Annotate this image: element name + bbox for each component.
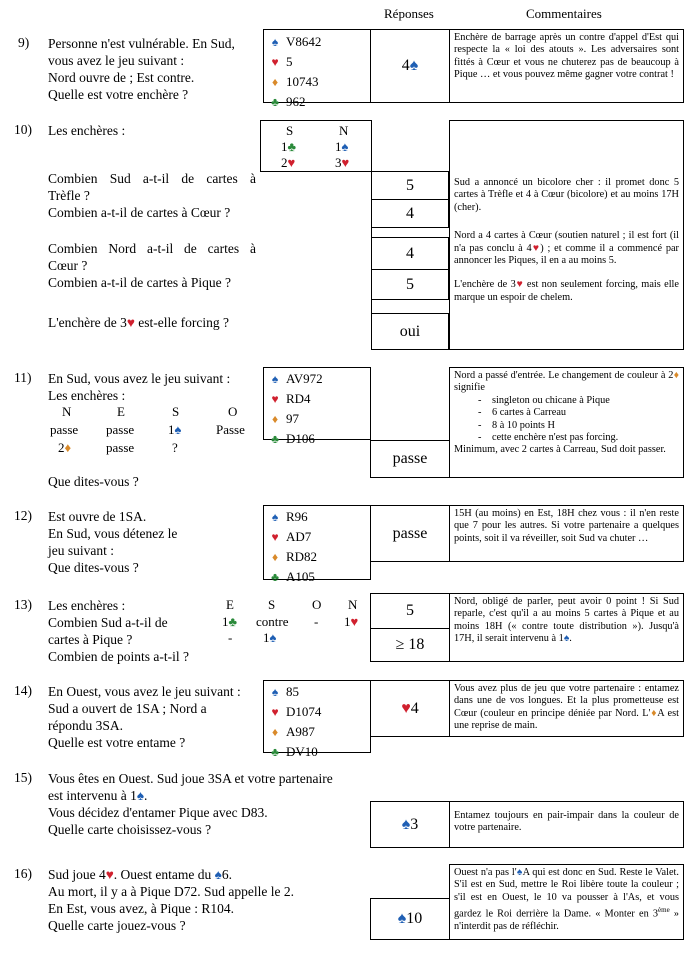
comment-box: Enchère de barrage après un contre d'appel d'Est qui respecte la « loi des atouts ». Les adversaires sont fittés à Cœur et vous ne chuterez pas de beaucoup à Pique … et vous pouvez même gagner votre contrat ! (449, 29, 684, 103)
heart-icon: ♥ (126, 315, 135, 330)
spade-icon: ♠ (271, 372, 279, 386)
heart-icon: ♥ (105, 867, 114, 882)
divider (371, 120, 372, 172)
diamond-icon: ♦ (673, 370, 679, 381)
spade-icon: ♠ (269, 630, 277, 645)
answer-box: 4 (371, 237, 449, 270)
heart-icon: ♥ (350, 614, 359, 629)
heart-icon: ♥ (271, 55, 279, 69)
answers-header: Réponses (384, 6, 434, 21)
comment-box: Sud a annoncé un bicolore cher : il promet donc 5 cartes à Trèfle et 4 à Cœur (bicolore) et au moins 17H (cher). Nord a 4 cartes à Cœur (soutien naturel ; il est fort (il n'a pas conclu à 4♥) ; et comme il a commencé par annoncer les Piques, il en a au moins 5. L'enchère de 3♥ est non seulement forcing, mais elle marque un espoir de chelem. (449, 120, 684, 350)
question-number: 12) (14, 508, 32, 523)
question-text: Vous êtes en Ouest. Sud joue 3SA et votre partenaire est intervenu à 1♠. Vous décidez d'entamer Pique avec D83. Quelle carte choisissez-vous ? (48, 771, 333, 837)
answer-box: 4 (371, 199, 449, 228)
answer-box: 5 (371, 171, 449, 200)
question-label: Les enchères : (48, 123, 126, 138)
spade-icon: ♠ (341, 139, 349, 154)
question-number: 15) (14, 770, 32, 785)
spade-icon: ♠ (214, 867, 222, 882)
bidding-table: N E S O passe passe 1♠ Passe 2♦ passe ? (50, 404, 245, 455)
divider (370, 367, 371, 441)
hand-box: ♠ 85 ♥ D1074 ♦ A987 ♣ DV10 (263, 680, 371, 753)
question-text: L'enchère de 3♥ est-elle forcing ? (48, 315, 229, 330)
heart-icon: ♥ (271, 705, 279, 719)
heart-icon: ♥ (531, 242, 541, 254)
question-text: En Sud, vous avez le jeu suivant : Les enchères : (48, 371, 231, 403)
question-text: Combien Nord a-t-il de cartes à Cœur ? Combien a-t-il de cartes à Pique ? (48, 241, 256, 290)
question-number: 13) (14, 597, 32, 612)
heart-icon: ♥ (271, 392, 279, 406)
answer-box: ≥ 18 (370, 628, 450, 662)
heart-icon: ♥ (287, 155, 296, 170)
question-number: 11) (14, 370, 32, 385)
question-text: Personne n'est vulnérable. En Sud, vous avez le jeu suivant : Nord ouvre de ; Est contre. Quelle est votre enchère ? (48, 36, 235, 102)
heart-icon: ♥ (341, 155, 350, 170)
club-icon: ♣ (271, 745, 279, 759)
answer-box: passe (370, 505, 450, 562)
spade-icon: ♠ (271, 35, 279, 49)
hand-box: ♠ V8642 ♥ 5 ♦ 10743 ♣ 962 (263, 29, 371, 103)
bidding-box: S N 1♣ 1♠ 2♥ 3♥ (260, 120, 372, 172)
comment-box: Ouest n'a pas l'♠A qui est donc en Sud. Reste le Valet. S'il est en Sud, mettre le Roi libère toute la couleur ; s'il est en Ouest, le 10 va pousser à l'As, et vous gardez le Roi derrière la Dame. « Monter en 3ème » n'interdit pas de réfléchir. (449, 864, 684, 940)
club-icon: ♣ (287, 139, 297, 154)
spade-icon: ♠ (516, 867, 523, 878)
diamond-icon: ♦ (650, 707, 658, 719)
answer-box: ♠ 3 (370, 801, 450, 848)
diamond-icon: ♦ (64, 440, 72, 455)
hand-box: ♠ AV972 ♥ RD4 ♦ 97 ♣ D106 (263, 367, 371, 440)
spade-icon: ♠ (397, 910, 407, 927)
spade-icon: ♠ (136, 788, 145, 803)
question-text: Les enchères : Combien Sud a-t-il de cartes à Pique ? Combien de points a-t-il ? (48, 598, 189, 664)
answer-box: ♥ 4 (370, 680, 450, 737)
question-number: 10) (14, 122, 32, 137)
divider (371, 300, 372, 314)
comment-box: Nord a passé d'entrée. Le changement de couleur à 2♦ signifie - singleton ou chicane à Pique - 6 cartes à Carreau - 8 à 10 points H - cette enchère n'est pas forcing. Minimum, avec 2 cartes à Carreau, Sud doit passer. (449, 367, 684, 478)
spade-icon: ♠ (174, 422, 182, 437)
question-text: Est ouvre de 1SA. En Sud, vous détenez le jeu suivant : Que dites-vous ? (48, 509, 178, 575)
spade-icon: ♠ (401, 815, 411, 833)
heart-icon: ♥ (271, 530, 279, 544)
comment-box: Entamez toujours en pair-impair dans la couleur de votre partenaire. (449, 801, 684, 848)
heart-icon: ♥ (515, 279, 524, 291)
question-text: En Ouest, vous avez le jeu suivant : Sud a ouvert de 1SA ; Nord a répondu 3SA. Quelle est votre entame ? (48, 684, 241, 750)
answer-box: ♠ 10 (370, 898, 450, 940)
answer-box: oui (371, 313, 449, 350)
club-icon: ♣ (271, 432, 279, 446)
diamond-icon: ♦ (271, 75, 279, 89)
question-number: 16) (14, 866, 32, 881)
bidding-table: E S O N 1♣ contre - 1♥ - 1♠ (222, 597, 359, 645)
comment-box: 15H (au moins) en Est, 18H chez vous : il n'en reste que 7 pour les autres. Si votre partenaire a quelques points, soit il va réveiller, soit Sud va chuter … (449, 505, 684, 562)
diamond-icon: ♦ (271, 725, 279, 739)
question-number: 9) (18, 35, 30, 50)
spade-icon: ♠ (563, 633, 570, 645)
spade-icon: ♠ (271, 510, 279, 524)
hand-box: ♠ R96 ♥ AD7 ♦ RD82 ♣ A105 (263, 505, 371, 580)
answer-box: 5 (371, 269, 449, 300)
comments-header: Commentaires (526, 6, 602, 21)
answer-box: 4 ♠ (370, 29, 450, 103)
answer-box: passe (370, 440, 450, 478)
spade-icon: ♠ (409, 57, 419, 74)
comment-box: Nord, obligé de parler, peut avoir 0 point ! Si Sud reparle, c'est qu'il a au moins 5 cartes à Pique et au moins 18H (« contre toute distribution »). Jusqu'à 17H, il serait intervenu à 1♠. (449, 593, 684, 662)
question-text: Combien Sud a-t-il de cartes à Trèfle ? Combien a-t-il de cartes à Cœur ? (48, 171, 256, 220)
question-text: Que dites-vous ? (48, 474, 139, 489)
club-icon: ♣ (271, 570, 279, 584)
diamond-icon: ♦ (271, 412, 279, 426)
comment-box: Vous avez plus de jeu que votre partenaire : entamez dans une de vos longues. Et la plus prometteuse est Cœur (couleur en principe déniée par Nord. L'♦A est une reprise de main. (449, 680, 684, 737)
diamond-icon: ♦ (271, 550, 279, 564)
question-text: Sud joue 4♥. Ouest entame du ♠6. Au mort, il y a à Pique D72. Sud appelle le 2. En Est, vous avez, à Pique : R104. Quelle carte jouez-vous ? (48, 867, 294, 933)
club-icon: ♣ (228, 614, 238, 629)
question-number: 14) (14, 683, 32, 698)
spade-icon: ♠ (271, 685, 279, 699)
club-icon: ♣ (271, 95, 279, 109)
answer-box: 5 (370, 593, 450, 629)
heart-icon: ♥ (401, 699, 411, 717)
